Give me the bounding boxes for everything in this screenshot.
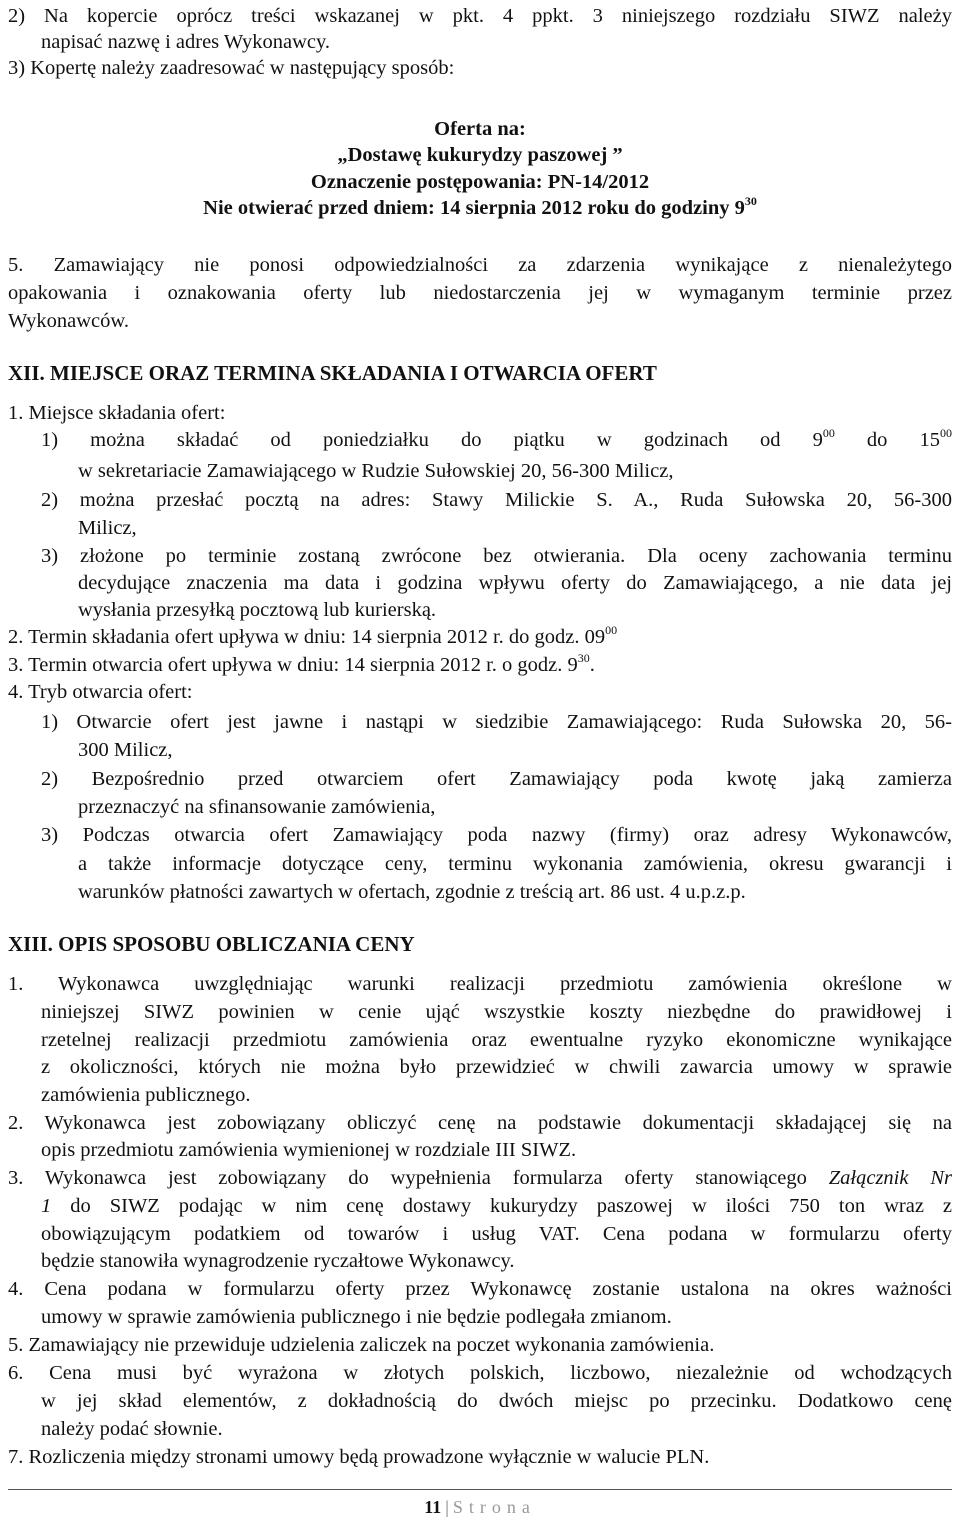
- footer-separator: |: [445, 1497, 449, 1517]
- text-line: warunków płatności zawartych w ofertach, zgodnie z treścią art. 86 ust. 4 u.p.z.p.: [78, 881, 746, 903]
- text-line: 3) Podczas otwarcia ofert Zamawiający poda nazwy (firmy) oraz adresy Wykonawców,: [41, 824, 952, 846]
- text-line: 2) Bezpośrednio przed otwarciem ofert Zamawiający poda kwotę jaką zamierza: [41, 768, 952, 790]
- text-line: należy podać słownie.: [41, 1418, 223, 1440]
- text-line: 3. Wykonawca jest zobowiązany do wypełnienia formularza oferty stanowiącego Załącznik Nr: [8, 1167, 952, 1189]
- text-line: opis przedmiotu zamówienia wymienionej w rozdziale III SIWZ.: [41, 1139, 577, 1161]
- text-line: 3) Kopertę należy zaadresować w następujący sposób:: [8, 57, 455, 79]
- text-line: 2. Termin składania ofert upływa w dniu: 14 sierpnia 2012 r. do godz. $09^{00}$: [8, 623, 618, 648]
- text-line: decydujące znaczenia ma data i godzina wpływu oferty do Zamawiającego, a nie data jej: [78, 572, 952, 594]
- text-line: 3) złożone po terminie zostaną zwrócone bez otwierania. Dla oceny zachowania terminu: [41, 545, 952, 567]
- text-line: 4. Tryb otwarcia ofert:: [8, 681, 193, 703]
- address-line: Oznaczenie postępowania: PN-14/2012: [310, 171, 650, 193]
- text-line: Milicz,: [78, 517, 137, 539]
- text-line: napisać nazwę i adres Wykonawcy.: [41, 31, 331, 53]
- text-line: 2. Wykonawca jest zobowiązany obliczyć cenę na podstawie dokumentacji składającej się na: [8, 1112, 952, 1134]
- text-line: 3. Termin otwarcia ofert upływa w dniu: 14 sierpnia 2012 r. o godz. $9^{30}$.: [8, 651, 595, 676]
- text-line: przeznaczyć na sfinansowanie zamówienia,: [78, 796, 436, 818]
- text-line: 1) Otwarcie ofert jest jawne i nastąpi w siedzibie Zamawiającego: Ruda Sułowska 20, 56-: [41, 711, 952, 733]
- address-line: Oferta na:: [434, 118, 526, 140]
- text-line: 2) można przesłać pocztą na adres: Stawy Milickie S. A., Ruda Sułowska 20, 56-300: [41, 489, 952, 511]
- text-line: opakowania i oznakowania oferty lub niedostarczenia jej w wymaganym terminie przez: [8, 282, 952, 304]
- text-line: w jej skład elementów, z dokładnością do dwóch miejsc po przecinku. Dodatkowo cenę: [41, 1390, 952, 1412]
- text-line: wysłania przesyłką pocztową lub kurierską.: [78, 599, 437, 621]
- text-line: 7. Rozliczenia między stronami umowy będą prowadzone wyłącznie w walucie PLN.: [8, 1446, 710, 1468]
- text-line: 300 Milicz,: [78, 739, 173, 761]
- text-line: zamówienia publicznego.: [41, 1084, 251, 1106]
- page-number: 11: [424, 1497, 442, 1517]
- text-line: a także informacje dotyczące ceny, terminu wykonania zamówienia, okresu gwarancji i: [78, 853, 952, 875]
- address-line: „Dostawę kukurydzy paszowej ”: [337, 144, 623, 166]
- text-line: w sekretariacie Zamawiającego w Rudzie Sułowskiej 20, 56-300 Milicz,: [78, 460, 674, 482]
- text-line: 1) można składać od poniedziałku do piątku w godzinach od $9^{00}$ do $15^{00}$: [41, 426, 952, 451]
- text-line: 6. Cena musi być wyrażona w złotych polskich, liczbowo, niezależnie od wchodzących: [8, 1362, 952, 1384]
- text-line: obowiązującym podatkiem od towarów i usług VAT. Cena podana w formularzu oferty: [41, 1223, 952, 1245]
- text-line: 4. Cena podana w formularzu oferty przez Wykonawcę zostanie ustalona na okres ważności: [8, 1278, 952, 1300]
- page-footer: [0, 1496, 960, 1518]
- text-line: 1 do SIWZ podając w nim cenę dostawy kukurydzy paszowej w ilości 750 ton wraz z: [41, 1195, 952, 1217]
- text-line: 1. Miejsce składania ofert:: [8, 402, 226, 424]
- text-line: umowy w sprawie zamówienia publicznego i nie będzie podlegała zmianom.: [41, 1306, 672, 1328]
- footer-page-word: Strona: [452, 1497, 536, 1517]
- footer-rule: [8, 1489, 952, 1490]
- text-line: 1. Wykonawca uwzględniając warunki realizacji przedmiotu zamówienia określone w: [8, 973, 952, 995]
- text-line: niniejszej SIWZ powinien w cenie ująć wszystkie koszty niezbędne do prawidłowej i: [41, 1001, 952, 1023]
- text-line: będzie stanowiła wynagrodzenie ryczałtowe Wykonawcy.: [41, 1250, 515, 1272]
- text-line: 5. Zamawiający nie ponosi odpowiedzialności za zdarzenia wynikające z nienależytego: [8, 254, 952, 276]
- text-line: z okoliczności, których nie można było przewidzieć w chwili zawarcia umowy w sprawie: [41, 1056, 952, 1078]
- text-line: 2) Na kopercie oprócz treści wskazanej w pkt. 4 ppkt. 3 niniejszego rozdziału SIWZ należy: [8, 5, 952, 27]
- text-line: rzetelnej realizacji przedmiotu zamówienia oraz ewentualne ryzyko ekonomiczne wynikające: [41, 1029, 952, 1051]
- text-line: 5. Zamawiający nie przewiduje udzielenia zaliczek na poczet wykonania zamówienia.: [8, 1334, 715, 1356]
- text-line: Wykonawców.: [8, 310, 129, 332]
- section-heading: XIII. OPIS SPOSOBU OBLICZANIA CENY: [8, 932, 415, 956]
- address-line: Nie otwierać przed dniem: 14 sierpnia 2012 roku do godziny $9^{30}$: [203, 194, 757, 219]
- section-heading: XII. MIEJSCE ORAZ TERMINA SKŁADANIA I OTWARCIA OFERT: [8, 361, 657, 385]
